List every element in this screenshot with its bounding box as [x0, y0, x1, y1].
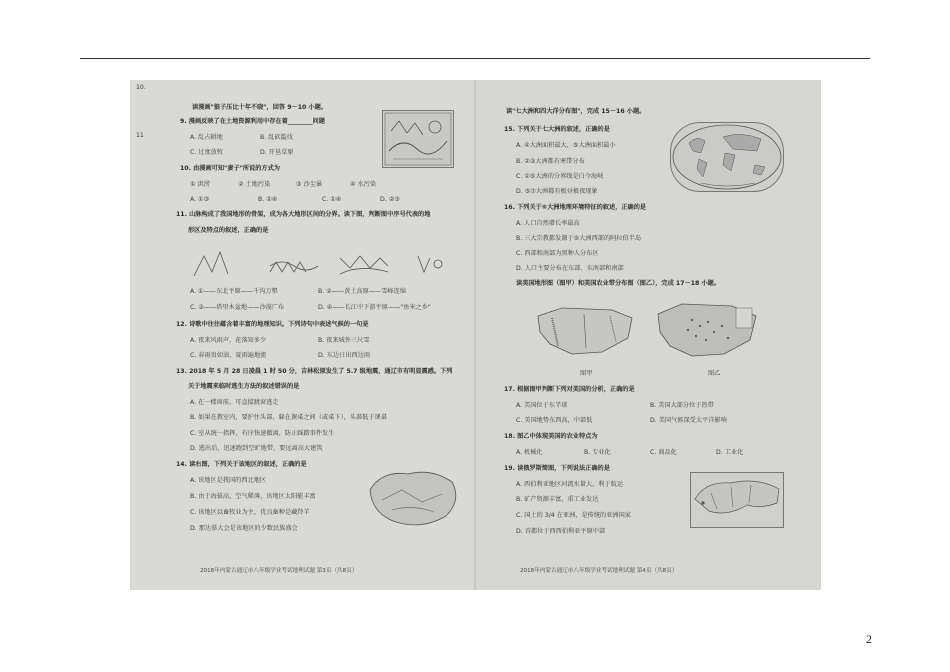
q13-option-d: D. 逃出后，迅速跑到空旷地带，要远离高大建筑 — [190, 445, 323, 452]
q18-option-a: A. 机械化 — [516, 449, 543, 456]
q13-option-a: A. 在一楼窗前，可直接跳窗逃走 — [190, 399, 279, 406]
margin-number-11: 11 — [136, 132, 144, 139]
question-12: 12. 诗歌中往往蕴含着丰富的地理知识。下列诗句中表述气候的一句是 — [176, 321, 369, 328]
russia-map — [690, 472, 784, 528]
page-number: 2 — [866, 632, 872, 646]
region-map — [362, 460, 466, 536]
q9-option-c: C. 过度放牧 — [190, 149, 224, 156]
q9-option-b: B. 乱砍滥伐 — [260, 134, 293, 141]
q12-option-a: A. 夜来风雨声，花落知多少 — [190, 337, 267, 344]
question-10: 10. 由漫画可知"妻子"所说的方式为 — [180, 165, 280, 172]
q19-option-c: C. 国土的 3/4 在亚洲，是传统的亚洲国家 — [516, 512, 631, 519]
question-19: 19. 读俄罗斯简图，下列说法正确的是 — [504, 465, 610, 472]
q11-option-a: A. ①——东北平原——千沟万壑 — [190, 288, 278, 295]
q9-option-a: A. 乱占耕地 — [190, 134, 223, 141]
q10-option-d: D. ②③ — [380, 196, 400, 203]
q14-option-b: B. 由于海拔高，空气稀薄，该地区太阳能丰富 — [190, 493, 316, 500]
q12-option-b: B. 夜来城外三尺雪 — [318, 337, 370, 344]
q18-option-b: B. 专业化 — [584, 449, 611, 456]
q16-option-d: D. 人口主要分布在东部、东南部和南部 — [516, 265, 624, 272]
q15-option-a: A. ④大洲面积最大，⑤大洲面积最小 — [516, 142, 616, 149]
q10-item-1: ① 洪涝 — [190, 181, 210, 188]
q15-option-c: C. ①⑤大洲的分界线是白令海峡 — [516, 173, 604, 180]
q10-option-a: A. ①③ — [190, 196, 210, 203]
q11-option-b: B. ②——黄土高原——雪峰连绵 — [318, 288, 406, 295]
q19-option-d: D. 首都位于西西伯利亚平原中部 — [516, 528, 606, 535]
q17-option-d: D. 美国气候深受太平洋影响 — [650, 417, 727, 424]
q12-option-c: C. 春雨贵如油，夏雨遍地流 — [190, 352, 267, 359]
q11-option-c: C. ③——塔里木盆地——沙漠广布 — [190, 304, 285, 311]
q16-option-b: B. 三大宗教都发源于⑤大洲西部的阿拉伯半岛 — [516, 235, 642, 242]
us-agriculture-map — [652, 296, 762, 366]
question-11-line2: 形区及特点的叙述，正确的是 — [188, 227, 269, 234]
q15-option-b: B. ②③大洲都有寒带分布 — [516, 158, 585, 165]
q10-option-c: C. ①④ — [322, 196, 342, 203]
mountain-diagrams — [190, 246, 450, 282]
figure-a-label: 图甲 — [580, 370, 593, 377]
question-17: 17. 根据图甲判断下列对美国的分析，正确的是 — [504, 386, 635, 393]
q17-option-b: B. 美国大部分位于热带 — [650, 402, 714, 409]
us-terrain-map — [532, 298, 642, 364]
q14-option-c: C. 该地区以畜牧业为主，优良畜种是藏羚羊 — [190, 509, 310, 516]
q10-item-3: ③ 沙尘暴 — [296, 181, 323, 188]
q10-option-b: B. ②④ — [258, 196, 278, 203]
q12-option-d: D. 东边日出西边雨 — [318, 352, 371, 359]
question-14: 14. 读右图，下列关于该地区的叙述，正确的是 — [176, 461, 307, 468]
intro-15-16: 读"七大洲和四大洋分布图"，完成 15－16 小题。 — [506, 108, 646, 115]
intro-9-10: 读漫画"狼子压比十年不晓"，回答 9－10 小题。 — [192, 104, 328, 111]
question-16: 16. 下列关于⑤大洲地理环境特征的叙述，正确的是 — [504, 204, 647, 211]
q13-option-b: B. 如果在教室内，要护住头部，躲在课桌之间（或桌下），头部低于课桌 — [190, 414, 387, 421]
q17-option-c: C. 美国地势东西高，中部低 — [516, 417, 593, 424]
question-15: 15. 下列关于七大洲的叙述，正确的是 — [504, 126, 610, 133]
figure-b-label: 图乙 — [708, 370, 721, 377]
question-9: 9. 漫画反映了在土地资源利用中存在着________问题 — [180, 118, 325, 125]
question-13-line2: 关于地震来临时逃生方法的叙述错误的是 — [188, 383, 300, 390]
q13-option-c: C. 室从统一指挥，有序快速撤离，防止踩踏事件发生 — [190, 430, 335, 437]
q18-option-c: C. 商品化 — [650, 449, 677, 456]
question-13-line1: 13. 2018 年 5 月 28 日凌晨 1 时 50 分，吉林松原发生了 5.7 级地震，通辽市有明显震感。下列 — [176, 368, 453, 375]
q14-option-d: D. 那达慕大会是该地区的少数民族盛会 — [190, 525, 298, 532]
top-rule — [80, 58, 870, 59]
q16-option-c: C. 西部和南部为黑种人分布区 — [516, 250, 599, 257]
q19-option-b: B. 矿产资源丰富，重工业发达 — [516, 496, 599, 503]
question-11-line1: 11. 山脉构成了我国地形的骨架，成为各大地形区间的分界。读下图，判断图中序号代表的地 — [176, 211, 431, 218]
q14-option-a: A. 该地区是我国的西北地区 — [190, 477, 267, 484]
q15-option-d: D. ⑤⑦大洲都有极昼极夜现象 — [516, 188, 598, 195]
q10-item-2: ② 土地污染 — [238, 181, 271, 188]
left-exam-page — [130, 80, 475, 590]
q17-option-a: A. 美国位于东半球 — [516, 402, 568, 409]
q9-option-d: D. 开垦草原 — [260, 149, 294, 156]
left-footer: 2018年内蒙古通辽市八年级学业考试地理试题 第3页（共8页） — [200, 568, 358, 574]
right-footer: 2018年内蒙古通辽市八年级学业考试地理试题 第4页（共8页） — [520, 568, 678, 574]
q18-option-d: D. 工业化 — [716, 449, 744, 456]
question-18: 18. 图乙中体现美国的农业特点为 — [504, 433, 598, 440]
q16-option-a: A. 人口自然增长率最高 — [516, 220, 580, 227]
cartoon-image — [382, 110, 454, 168]
exam-photo — [130, 80, 821, 590]
q19-option-a: A. 西伯利亚地区河流水量大，利于航运 — [516, 481, 624, 488]
world-map — [670, 122, 784, 192]
q10-item-4: ④ 水污染 — [350, 181, 377, 188]
margin-number-10: 10. — [136, 84, 146, 91]
intro-17-18: 读美国地形图（图甲）和美国农业带分布图（图乙），完成 17－18 小题。 — [516, 280, 721, 287]
right-exam-page — [476, 80, 821, 590]
q11-option-d: D. ④——长江中下游平原——"鱼米之乡" — [318, 304, 431, 311]
